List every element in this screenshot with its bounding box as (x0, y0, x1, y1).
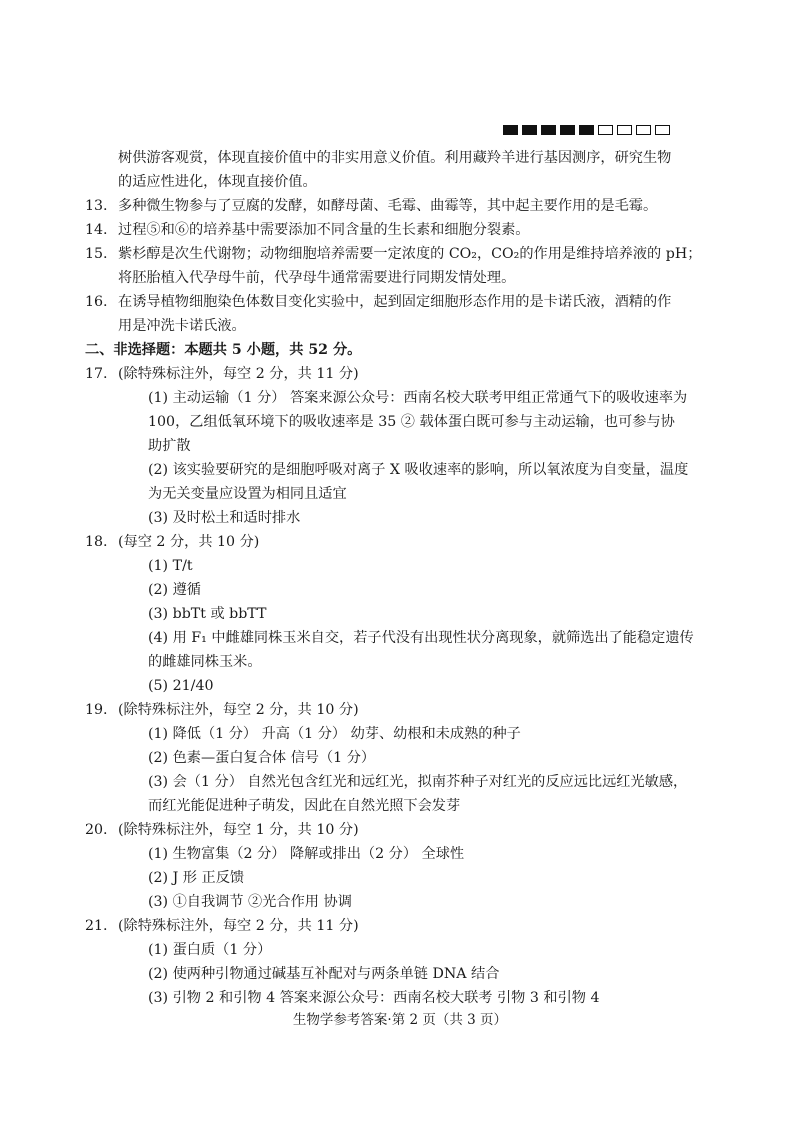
answer-line: (2) 色素—蛋白复合体 信号（1 分） (148, 750, 376, 766)
question-number: 16. (85, 294, 108, 310)
continuation-line: 树供游客观赏，体现直接价值中的非实用意义价值。利用藏羚羊进行基因测序，研究生物 (118, 150, 672, 166)
marker-square-filled (579, 125, 594, 135)
marker-square-empty (655, 125, 670, 135)
marker-square-empty (636, 125, 651, 135)
page-footer: 生物学参考答案·第 2 页（共 3 页） (292, 1012, 508, 1028)
marker-square-filled (503, 125, 518, 135)
answer-line: 的雌雄同株玉米。 (148, 654, 262, 670)
marker-square-filled (560, 125, 575, 135)
marker-square-filled (522, 125, 537, 135)
question-number: 19. (85, 702, 108, 718)
question-text: 过程⑤和⑥的培养基中需要添加不同含量的生长素和细胞分裂素。 (118, 222, 530, 238)
answer-line: (5) 21/40 (148, 678, 214, 694)
answer-line: (1) 主动运输（1 分） 答案来源公众号：西南名校大联考甲组正常通气下的吸收速率为 (148, 390, 688, 406)
answer-line: (3) 引物 2 和引物 4 答案来源公众号：西南名校大联考 引物 3 和引物 4 (148, 990, 600, 1006)
answer-content (85, 146, 702, 1010)
answer-line: 为无关变量应设置为相同且适宜 (148, 486, 347, 502)
question-text: (除特殊标注外，每空 2 分，共 11 分) (118, 366, 359, 382)
question-text: 紫杉醇是次生代谢物；动物细胞培养需要一定浓度的 CO₂，CO₂的作用是维持培养液的 pH； (118, 246, 702, 262)
question-line (85, 362, 692, 386)
answer-line: (3) bbTt 或 bbTT (148, 606, 267, 622)
question-number: 14. (85, 222, 108, 238)
question-line (85, 218, 692, 242)
question-line (85, 242, 702, 266)
answer-line: (3) ①自我调节 ②光合作用 协调 (148, 894, 352, 910)
section-heading: 二、非选择题：本题共 5 小题，共 52 分。 (85, 342, 362, 358)
marker-square-empty (598, 125, 613, 135)
answer-line: (1) T/t (148, 558, 193, 574)
answer-line: 助扩散 (148, 438, 191, 454)
question-text: (除特殊标注外，每空 2 分，共 11 分) (118, 918, 359, 934)
marker-square-filled (541, 125, 556, 135)
question-number: 21. (85, 918, 108, 934)
answer-line: (2) 使两种引物通过碱基互补配对与两条单链 DNA 结合 (148, 966, 500, 982)
answer-line: (1) 蛋白质（1 分） (148, 942, 272, 958)
answer-line: 100，乙组低氧环境下的吸收速率是 35 ② 载体蛋白既可参与主动运输，也可参与协 (148, 414, 675, 430)
question-number: 15. (85, 246, 108, 262)
answer-line: (2) 该实验要研究的是细胞呼吸对离子 X 吸收速率的影响，所以氧浓度为自变量，温度 (148, 462, 689, 478)
marker-square-empty (617, 125, 632, 135)
question-line (85, 698, 692, 722)
question-number: 20. (85, 822, 108, 838)
page-progress-marker (503, 125, 670, 135)
question-line (85, 818, 692, 842)
question-line (85, 914, 692, 938)
continuation-line: 将胚胎植入代孕母牛前，代孕母牛通常需要进行同期发情处理。 (118, 270, 516, 286)
question-text: 在诱导植物细胞染色体数目变化实验中，起到固定细胞形态作用的是卡诺氏液，酒精的作 (118, 294, 672, 310)
question-number: 17. (85, 366, 108, 382)
question-text: (除特殊标注外，每空 1 分，共 10 分) (118, 822, 359, 838)
question-line (85, 290, 692, 314)
answer-line: (4) 用 F₁ 中雌雄同株玉米自交，若子代没有出现性状分离现象，就筛选出了能稳定遗传 (148, 630, 694, 646)
answer-line: (1) 降低（1 分） 升高（1 分） 幼芽、幼根和未成熟的种子 (148, 726, 521, 742)
question-number: 18. (85, 534, 108, 550)
answer-line: 而红光能促进种子萌发，因此在自然光照下会发芽 (148, 798, 461, 814)
question-text: 多种微生物参与了豆腐的发酵，如酵母菌、毛霉、曲霉等，其中起主要作用的是毛霉。 (118, 198, 658, 214)
question-text: (除特殊标注外，每空 2 分，共 10 分) (118, 702, 359, 718)
continuation-line: 的适应性进化，体现直接价值。 (118, 174, 317, 190)
question-number: 13. (85, 198, 108, 214)
question-text: (每空 2 分，共 10 分) (118, 534, 260, 550)
continuation-line: 用是冲洗卡诺氏液。 (118, 318, 246, 334)
answer-line: (3) 会（1 分） 自然光包含红光和远红光，拟南芥种子对红光的反应远比远红光敏感， (148, 774, 688, 790)
question-line (85, 194, 692, 218)
answer-line: (2) 遵循 (148, 582, 201, 598)
answer-line: (2) J 形 正反馈 (148, 870, 245, 886)
answer-line: (1) 生物富集（2 分） 降解或排出（2 分） 全球性 (148, 846, 465, 862)
question-line (85, 530, 692, 554)
answer-line: (3) 及时松土和适时排水 (148, 510, 301, 526)
